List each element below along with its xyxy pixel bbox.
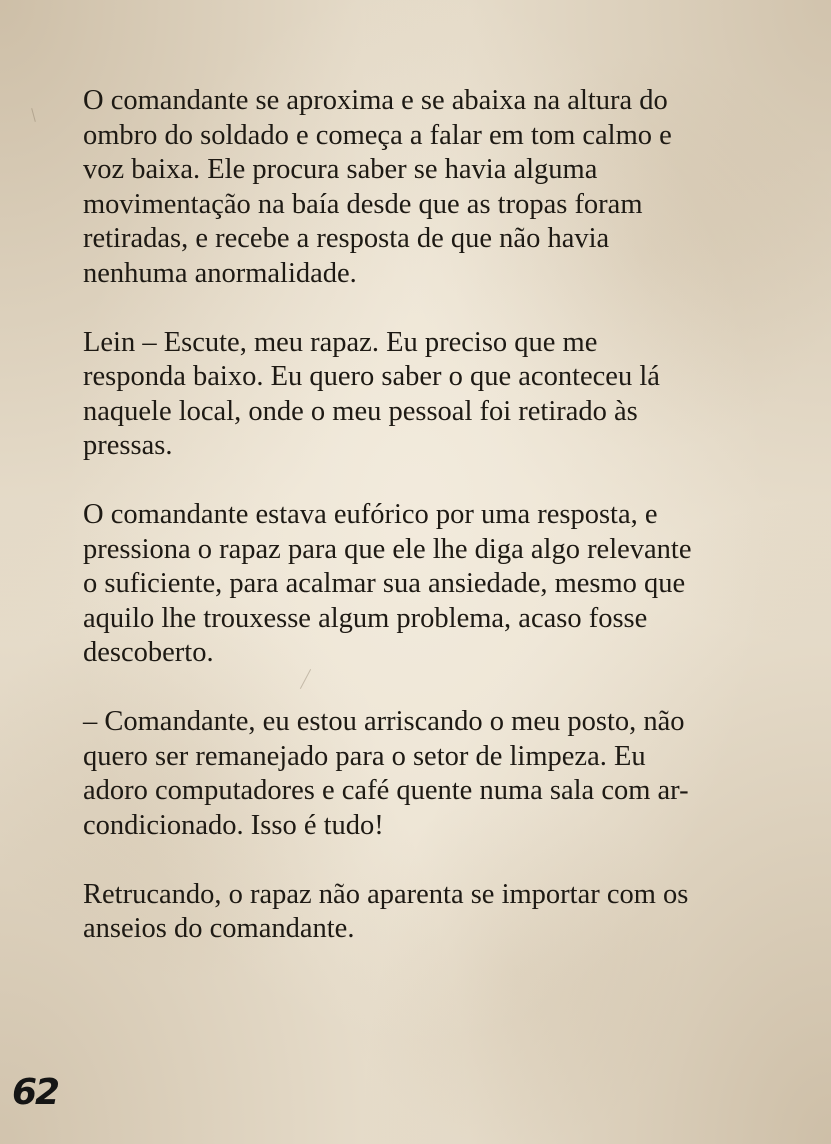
paragraph: O comandante estava eufórico por uma resposta, e pressiona o rapaz para que ele lhe diga algo relevante o suficiente, para acalmar sua ansiedade, mesmo que aquilo lhe trouxesse algum problema, acaso fosse descoberto.	[83, 499, 692, 668]
page-number: 62	[12, 1072, 59, 1113]
paragraph: – Comandante, eu estou arriscando o meu posto, não quero ser remanejado para o setor de limpeza. Eu adoro computadores e café quente numa sala com ar- condicionado. Isso é tudo!	[83, 706, 689, 841]
body-text	[83, 84, 753, 981]
paragraph: O comandante se aproxima e se abaixa na altura do ombro do soldado e começa a falar em tom calmo e voz baixa. Ele procura saber se havia alguma movimentação na baía desde que as tropas foram retiradas, e recebe a resposta de que não havia nenhuma anormalidade.	[83, 85, 672, 289]
paper-scratch	[31, 108, 36, 122]
paragraph: Retrucando, o rapaz não aparenta se importar com os anseios do comandante.	[83, 878, 689, 944]
paragraph: Lein – Escute, meu rapaz. Eu preciso que me responda baixo. Eu quero saber o que aconteceu lá naquele local, onde o meu pessoal foi retirado às pressas.	[83, 326, 660, 461]
